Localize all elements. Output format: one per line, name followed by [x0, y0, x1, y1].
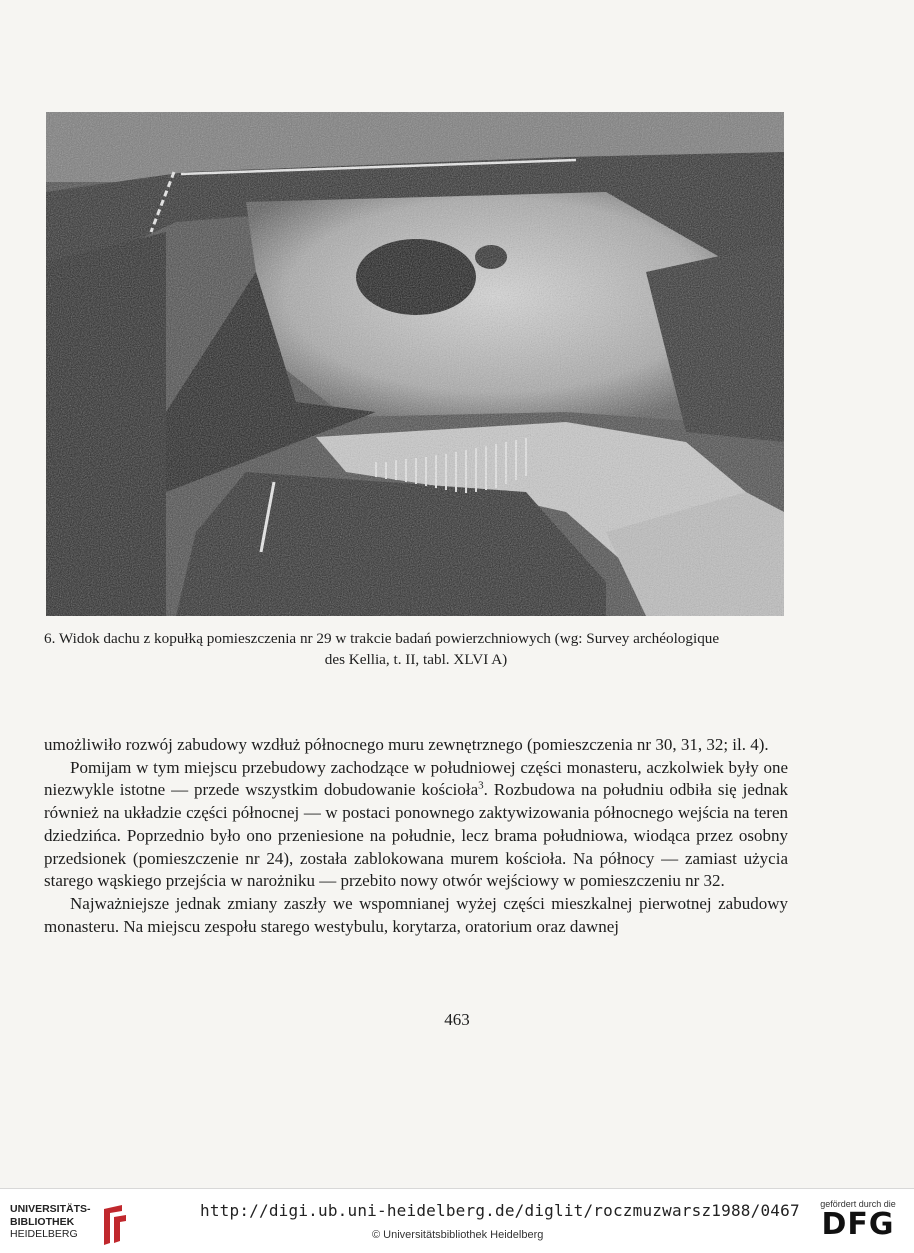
ub-logo-text: [10, 1203, 91, 1241]
page-number: 463: [444, 1010, 470, 1029]
dfg-wordmark: DFG: [821, 1207, 895, 1242]
caption-line-2: des Kellia, t. II, tabl. XLVI A): [324, 651, 508, 668]
dfg-logo[interactable]: [808, 1199, 908, 1245]
figure-caption: [44, 628, 788, 670]
permalink-url[interactable]: http://digi.ub.uni-heidelberg.de/diglit/roczmuzwarsz1988/0467: [200, 1201, 800, 1220]
ub-line-1: UNIVERSITÄTS-: [10, 1203, 91, 1215]
archaeological-photo: [46, 112, 784, 616]
ub-line-3: HEIDELBERG: [10, 1228, 78, 1240]
ub-line-2: BIBLIOTHEK: [10, 1215, 75, 1228]
roof-dome-photo-image: [46, 112, 784, 616]
caption-line-1: 6. Widok dachu z kopułką pomieszczenia nr 29 w trakcie badań powierzchniowych (wg: Survey archéologique: [44, 630, 720, 647]
ub-mark-icon: [100, 1203, 130, 1247]
copyright-notice: © Universitätsbibliothek Heidelberg: [372, 1229, 544, 1241]
dfg-funded-by: gefördert durch die: [820, 1199, 896, 1209]
body-text: [44, 734, 788, 938]
paragraph-2-part-b: . Rozbudowa na południu odbiła się jednak również na układzie części północnej — w postaci ponownego zaktywizowania północnego wejścia na teren dziedzińca. Poprzednio było ono przeniesione na południe, lecz brama południowa, wiodąca przez osobny przedsionek (pomieszczenie nr 24), została zablokowana murem kościoła. Na północy — zamiast użycia starego wąskiego przejścia w narożniku — przebito nowy otwór wejściowy w pomieszczeniu nr 32.: [44, 780, 788, 891]
paragraph-1: umożliwiło rozwój zabudowy wzdłuż północnego muru zewnętrznego (pomieszczenia nr 30, 31, 32; il. 4).: [44, 735, 769, 754]
ub-heidelberg-logo[interactable]: [10, 1203, 130, 1247]
paragraph-2: [44, 757, 788, 893]
paragraph-2-part-a: Pomijam w tym miejscu przebudowy zachodzące w południowej części monasteru, aczkolwiek były one niezwykle istotne — przede wszystkim dobudowanie kościoła: [44, 757, 788, 800]
footer-bar: [0, 1188, 914, 1253]
footnote-reference[interactable]: 3: [478, 779, 484, 792]
paragraph-3: Najważniejsze jednak zmiany zaszły we wspomnianej wyżej części mieszkalnej pierwotnej zabudowy monasteru. Na miejscu zespołu starego westybulu, korytarza, oratorium oraz dawnej: [44, 893, 788, 936]
